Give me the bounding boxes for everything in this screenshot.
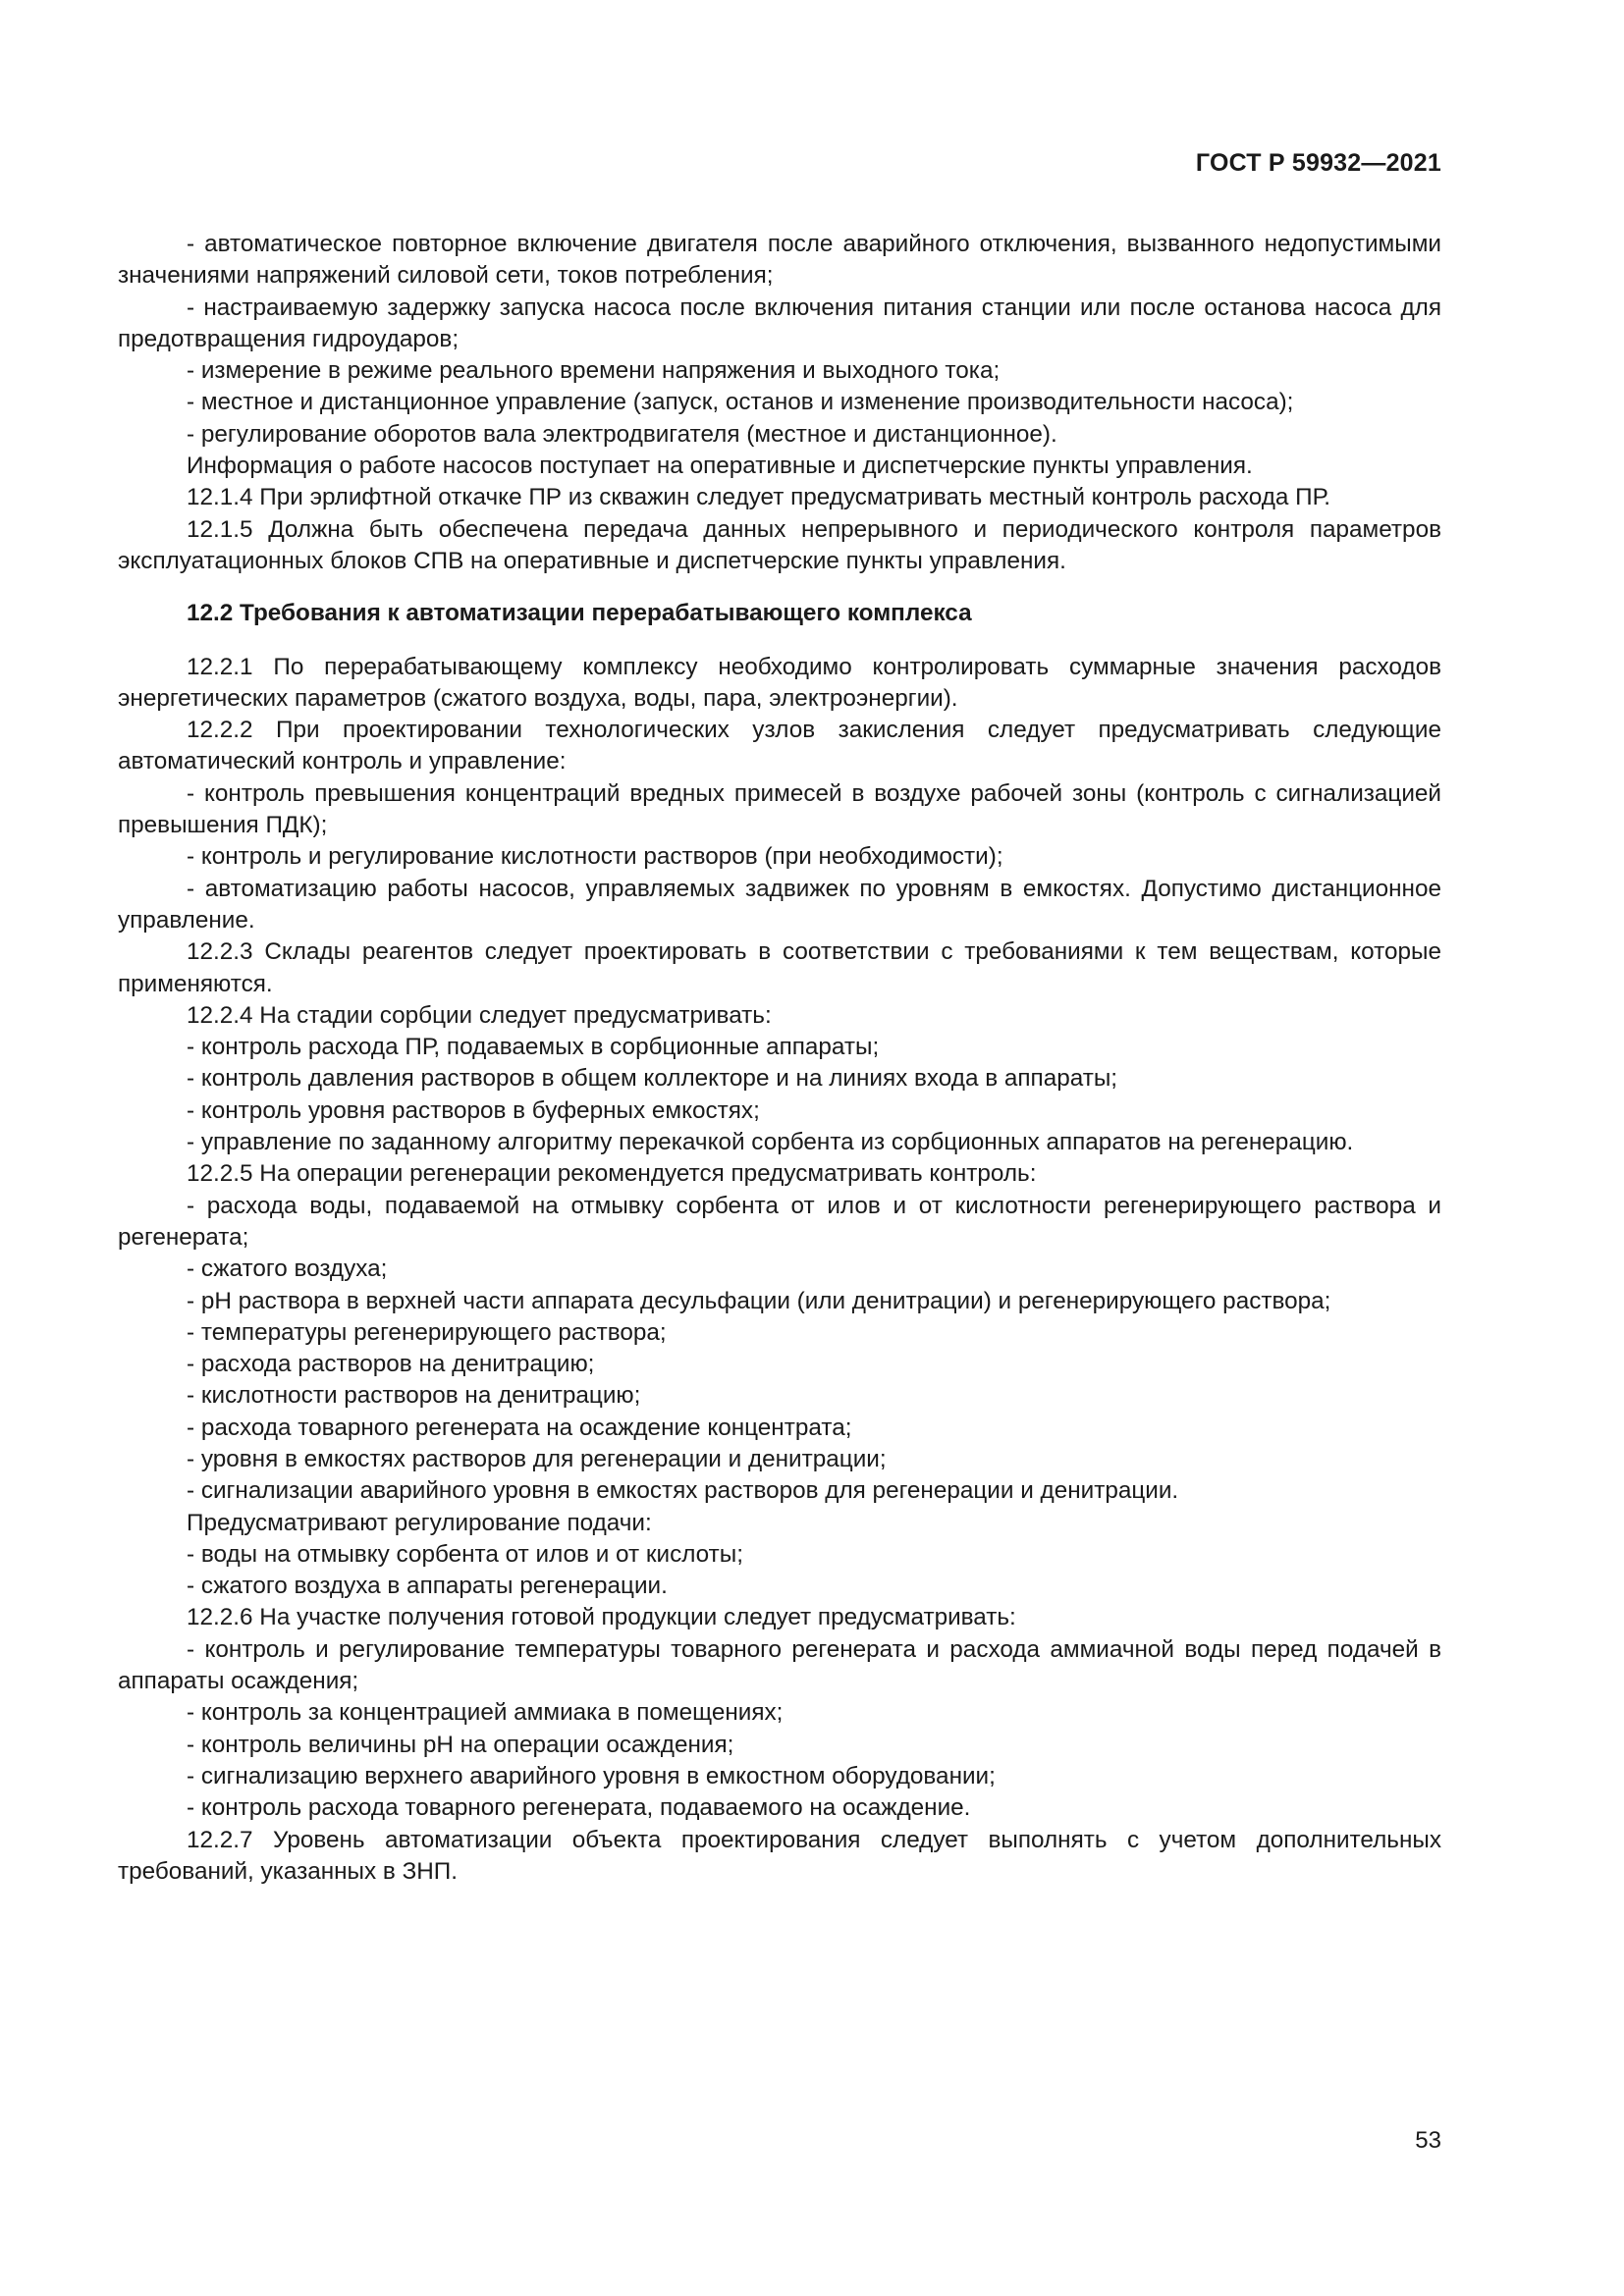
- paragraph: - настраиваемую задержку запуска насоса после включения питания станции или после останова насоса для предотвращения гидроударов;: [118, 294, 1441, 352]
- paragraph: 12.1.5 Должна быть обеспечена передача данных непрерывного и периодического контроля параметров эксплуатационных блоков СПВ на оперативные и диспетчерские пункты управления.: [118, 515, 1441, 574]
- paragraph: 12.2.1 По перерабатывающему комплексу необходимо контролировать суммарные значения расходов энергетических параметров (сжатого воздуха, воды, пара, электроэнергии).: [118, 653, 1441, 712]
- paragraph: - контроль давления растворов в общем коллекторе и на линиях входа в аппараты;: [187, 1065, 1118, 1093]
- paragraph: 12.2.2 При проектировании технологических узлов закисления следует предусматривать следующие автоматический контроль и управление:: [118, 717, 1441, 775]
- paragraph: - управление по заданному алгоритму перекачкой сорбента из сорбционных аппаратов на регенерацию.: [187, 1129, 1354, 1156]
- paragraph: Предусматривают регулирование подачи:: [187, 1509, 652, 1536]
- paragraph: - расхода растворов на денитрацию;: [187, 1351, 595, 1378]
- paragraph: - сигнализации аварийного уровня в емкостях растворов для регенерации и денитрации.: [187, 1477, 1179, 1505]
- paragraph: - контроль за концентрацией аммиака в помещениях;: [187, 1699, 784, 1727]
- paragraph: - контроль расхода товарного регенерата, подаваемого на осаждение.: [187, 1794, 971, 1822]
- paragraph: - расхода воды, подаваемой на отмывку сорбента от илов и от кислотности регенерирующего раствора и регенерата;: [118, 1192, 1441, 1251]
- paragraph: - сжатого воздуха в аппараты регенерации.: [187, 1573, 668, 1600]
- page-number: 53: [1415, 2127, 1441, 2154]
- paragraph: 12.2.3 Склады реагентов следует проектировать в соответствии с требованиями к тем веществам, которые применяются.: [118, 938, 1441, 997]
- paragraph: - уровня в емкостях растворов для регенерации и денитрации;: [187, 1445, 887, 1472]
- paragraph: 12.2.6 На участке получения готовой продукции следует предусматривать:: [187, 1604, 1016, 1631]
- paragraph: - регулирование оборотов вала электродвигателя (местное и дистанционное).: [187, 420, 1057, 448]
- paragraph: - сжатого воздуха;: [187, 1255, 388, 1283]
- paragraph: 12.1.4 При эрлифтной откачке ПР из скважин следует предусматривать местный контроль расхода ПР.: [187, 484, 1331, 511]
- paragraph: - контроль и регулирование кислотности растворов (при необходимости);: [187, 843, 1003, 871]
- paragraph: - кислотности растворов на денитрацию;: [187, 1382, 641, 1410]
- document-body: [118, 229, 1441, 1888]
- paragraph: - местное и дистанционное управление (запуск, останов и изменение производительности насоса);: [187, 389, 1294, 416]
- paragraph: - измерение в режиме реального времени напряжения и выходного тока;: [187, 357, 1001, 385]
- paragraph: - расхода товарного регенерата на осаждение концентрата;: [187, 1414, 852, 1441]
- paragraph: 12.2.7 Уровень автоматизации объекта проектирования следует выполнять с учетом дополнительных требований, указанных в ЗНП.: [118, 1826, 1441, 1885]
- paragraph: - контроль превышения концентраций вредных примесей в воздухе рабочей зоны (контроль с сигнализацией превышения ПДК);: [118, 779, 1441, 839]
- paragraph: - pH раствора в верхней части аппарата десульфации (или денитрации) и регенерирующего раствора;: [187, 1287, 1331, 1314]
- paragraph: - температуры регенерирующего раствора;: [187, 1318, 667, 1346]
- paragraph: Информация о работе насосов поступает на оперативные и диспетчерские пункты управления.: [187, 453, 1253, 480]
- paragraph: - контроль уровня растворов в буферных емкостях;: [187, 1096, 760, 1124]
- paragraph: - контроль и регулирование температуры товарного регенерата и расхода аммиачной воды перед подачей в аппараты осаждения;: [118, 1635, 1441, 1695]
- paragraph: - контроль величины pH на операции осаждения;: [187, 1731, 734, 1758]
- document-code-header: ГОСТ Р 59932—2021: [1195, 149, 1441, 177]
- paragraph: - автоматическое повторное включение двигателя после аварийного отключения, вызванного недопустимыми значениями напряжений силовой сети, токов потребления;: [118, 231, 1441, 290]
- paragraph: - автоматизацию работы насосов, управляемых задвижек по уровням в емкостях. Допустимо дистанционное управление.: [118, 875, 1441, 934]
- paragraph: - сигнализацию верхнего аварийного уровня в емкостном оборудовании;: [187, 1762, 996, 1789]
- paragraph: - контроль расхода ПР, подаваемых в сорбционные аппараты;: [187, 1034, 880, 1061]
- section-heading: 12.2 Требования к автоматизации перерабатывающего комплекса: [187, 600, 972, 627]
- paragraph: 12.2.5 На операции регенерации рекомендуется предусматривать контроль:: [187, 1160, 1037, 1188]
- paragraph: 12.2.4 На стадии сорбции следует предусматривать:: [187, 1001, 772, 1029]
- paragraph: - воды на отмывку сорбента от илов и от кислоты;: [187, 1540, 744, 1568]
